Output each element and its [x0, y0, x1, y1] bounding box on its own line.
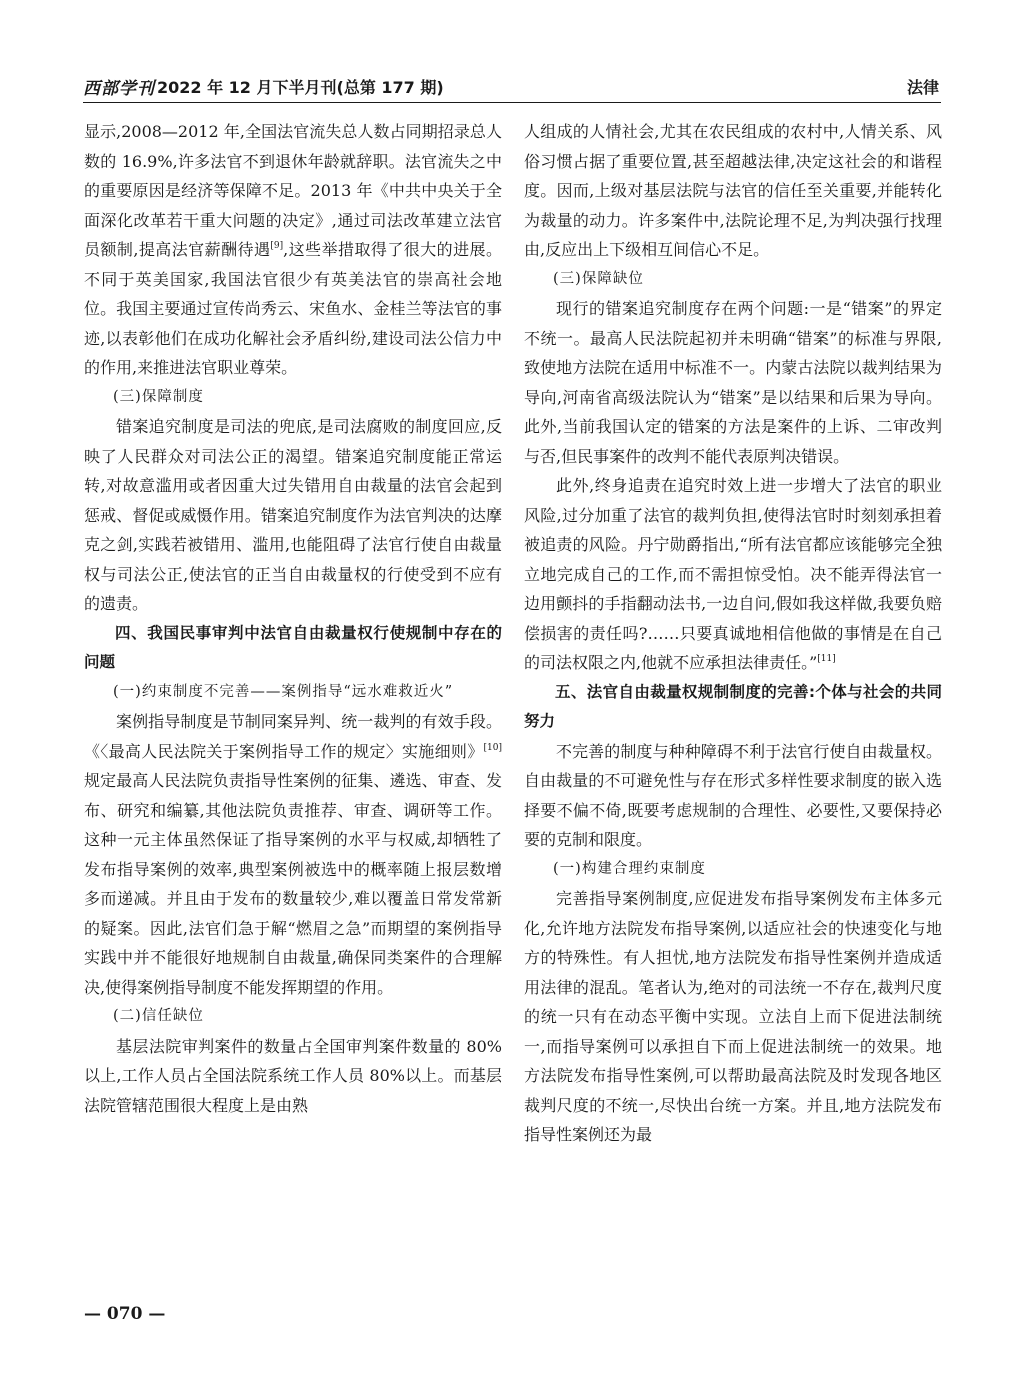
paragraph: 基层法院审判案件的数量占全国审判案件数量的 80%以上,工作人员占全国法院系统工作人员 80%以上。而基层法院管辖范围很大程度上是由熟: [84, 1036, 502, 1115]
paragraph: 显示,2008—2012 年,全国法官流失总人数占同期招录总人数的 16.9%,许多法官不到退休年龄就辞职。法官流失之中的重要原因是经济等保障不足。2013 年《中共中央关于全面深化改革若干重大问题的决定》,通过司法改革建立法官员额制,提高法官薪酬待遇[9],这些举措取得了很大的进展。不同于英美国家,我国法官很少有英美法官的崇高社会地位。我国主要通过宣传尚秀云、宋鱼水、金桂兰等法官的事迹,以表彰他们在成功化解社会矛盾纠纷,建设司法公信力中的作用,来推进法官职业尊荣。: [84, 122, 502, 377]
paragraph: 现行的错案追究制度存在两个问题:一是“错案”的界定不统一。最高人民法院起初并未明确“错案”的标准与界限,致使地方法院在适用中标准不一。内蒙古法院以裁判结果为导向,河南省高级法院认为“错案”是以结果和后果为导向。此外,当前我国认定的错案的方法是案件的上诉、二审改判与否,但民事案件的改判不能代表原判决错误。: [524, 299, 942, 466]
journal-logo: 西部学刊: [83, 79, 155, 99]
paragraph: 人组成的人情社会,尤其在农民组成的农村中,人情关系、风俗习惯占据了重要位置,甚至超越法律,决定这社会的和谐程度。因而,上级对基层法院与法官的信任至关重要,并能转化为裁量的动力。许多案件中,法院论理不足,为判决强行找理由,反应出上下级相互间信心不足。: [524, 122, 942, 259]
paragraph: 案例指导制度是节制同案异判、统一裁判的有效手段。《〈最高人民法院关于案例指导工作的规定〉实施细则》[10]规定最高人民法院负责指导性案例的征集、遴选、审查、发布、研究和编纂,其他法院负责推荐、审查、调研等工作。这种一元主体虽然保证了指导案例的水平与权威,却牺牲了发布指导案例的效率,典型案例被选中的概率随上报层数增多而递减。并且由于发布的数量较少,难以覆盖日常发常新的疑案。因此,法官们急于解“燃眉之急”而期望的案例指导实践中并不能很好地规制自由裁量,确保同类案件的合理解决,使得案例指导制度不能发挥期望的作用。: [84, 712, 502, 997]
paragraph: 完善指导案例制度,应促进发布指导案例发布主体多元化,允许地方法院发布指导案例,以适应社会的快速变化与地方的特殊性。有人担忧,地方法院发布指导性案例并造成适用法律的混乱。笔者认为,绝对的司法统一不存在,裁判尺度的统一只有在动态平衡中实现。立法自上而下促进法制统一,而指导案例可以承担自下而上促进法制统一的效果。地方法院发布指导性案例,可以帮助最高法院及时发现各地区裁判尺度的不统一,尽快出台统一方案。并且,地方法院发布指导性案例还为最: [524, 889, 942, 1144]
citation: [11]: [817, 654, 836, 664]
paragraph: 此外,终身追责在追究时效上进一步增大了法官的职业风险,过分加重了法官的裁判负担,使得法官时时刻刻承担着被追责的风险。丹宁勋爵指出,“所有法官都应该能够完全独立地完成自己的工作,而不需担惊受怕。决不能弄得法官一边用颤抖的手指翻动法书,一边自问,假如我这样做,我要负赔偿损害的责任吗?……只要真诚地相信他做的事情是在自己的司法权限之内,他就不应承担法律责任。”[11]: [524, 476, 942, 672]
section-heading: 四、我国民事审判中法官自由裁量权行使规制中存在的问题: [84, 623, 502, 671]
page-number: — 070 —: [84, 1304, 166, 1324]
right-column: [524, 117, 942, 1150]
issue-info: 2022 年 12 月下半月刊(总第 177 期): [157, 78, 444, 97]
subsection-heading: (三)保障制度: [113, 388, 204, 405]
subsection-heading: (三)保障缺位: [553, 270, 644, 287]
citation: [10]: [483, 742, 502, 753]
subsection-heading: (一)构建合理约束制度: [553, 860, 706, 877]
citation: [9]: [270, 241, 284, 251]
paragraph: 不完善的制度与种种障碍不利于法官行使自由裁量权。自由裁量的不可避免性与存在形式多样性要求制度的嵌入选择要不偏不倚,既要考虑规制的合理性、必要性,又要保持必要的克制和限度。: [524, 741, 942, 849]
section-name: 法律: [906, 78, 939, 97]
subsection-heading: (一)约束制度不完善——案例指导“远水难救近火”: [113, 683, 454, 700]
section-heading: 五、法官自由裁量权规制制度的完善:个体与社会的共同努力: [524, 682, 942, 730]
subsection-heading: (二)信任缺位: [113, 1008, 204, 1024]
left-column: [84, 117, 502, 1120]
running-header: [83, 72, 941, 103]
paragraph: 错案追究制度是司法的兜底,是司法腐败的制度回应,反映了人民群众对司法公正的渴望。错案追究制度能正常运转,对故意滥用或者因重大过失错用自由裁量的法官会起到惩戒、督促或威慑作用。错案追究制度作为法官判决的达摩克之剑,实践若被错用、滥用,也能阻碍了法官行使自由裁量权与司法公正,使法官的正当自由裁量权的行使受到不应有的遗责。: [84, 417, 502, 613]
